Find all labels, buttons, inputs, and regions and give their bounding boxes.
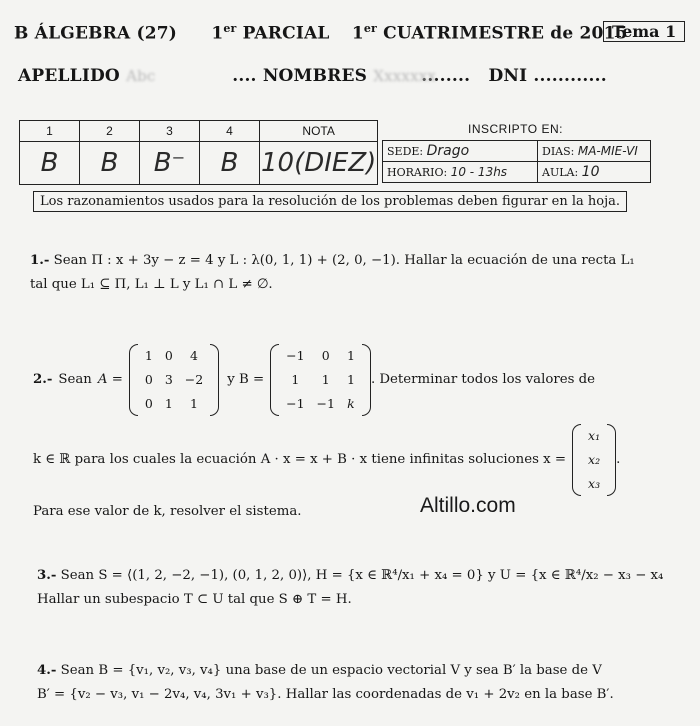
vector-x-cell: x₃ <box>588 476 601 491</box>
matrix-a-cell: 1 <box>164 396 173 411</box>
matrix-a <box>129 344 219 416</box>
horario-label: HORARIO: <box>387 166 448 179</box>
problem-2-text-1: . Determinar todos los valores de <box>370 372 596 387</box>
grade-value-4: B <box>200 142 260 185</box>
course-title: B ÁLGEBRA (27) <box>14 23 178 44</box>
exam-header <box>14 22 628 44</box>
student-line <box>18 66 607 86</box>
problem-1-line-1 <box>30 249 635 273</box>
problem-2-text-3: Para ese valor de k, resolver el sistema. <box>33 504 302 519</box>
matrix-b-cell: 1 <box>291 372 300 387</box>
nombres-field[interactable]: Xxxxxxx <box>373 67 437 85</box>
matrix-b-cell: −1 <box>286 348 305 363</box>
watermark: Altillo.com <box>420 494 516 517</box>
vector-x-cell: x₁ <box>588 428 601 443</box>
matrix-b-cell: 1 <box>321 372 330 387</box>
problem-4 <box>37 659 614 707</box>
grade-header-4: 4 <box>200 121 260 142</box>
grade-header-3: 3 <box>140 121 200 142</box>
grades-table <box>19 120 378 185</box>
horario-value: 10 - 13hs <box>450 165 508 179</box>
problem-4-line-1 <box>37 659 614 683</box>
vector-x-cell: x₂ <box>588 452 601 467</box>
matrix-b-cell: −1 <box>286 396 305 411</box>
problem-3-text-2: Hallar un subespacio T ⊂ U tal que S ⊕ T = H. <box>37 592 352 607</box>
problem-2-period: . <box>616 452 621 467</box>
problem-4-text-1: Sean B = {v₁, v₂, v₃, v₄} una base de un espacio vectorial V y sea B′ la base de V <box>60 663 602 678</box>
problem-3-text-1: Sean S = ⟨(1, 2, −2, −1), (0, 1, 2, 0)⟩, H = {x ∈ ℝ⁴/x₁ + x₄ = 0} y U = {x ∈ ℝ⁴/x₂ − x₃ − x₄ <box>60 568 664 583</box>
problem-2-sean: Sean <box>58 372 92 387</box>
inscripto-table <box>382 140 651 183</box>
exam-number: 1 <box>211 23 224 44</box>
inscripto-row-1 <box>383 141 651 162</box>
inscripto-title: INSCRIPTO EN: <box>468 122 563 136</box>
problem-3-number: 3.- <box>37 568 57 583</box>
inscripto-row-2 <box>383 162 651 183</box>
vector-x <box>572 424 616 496</box>
dias-label: DIAS: <box>542 145 575 158</box>
dni-label: DNI <box>488 66 528 86</box>
problem-1-number: 1.- <box>30 253 50 268</box>
matrix-a-cell: −2 <box>184 372 204 387</box>
matrix-b-cell: 1 <box>346 372 355 387</box>
problem-2-line-1 <box>33 344 620 416</box>
exam-number-suffix: er <box>223 22 237 35</box>
matrix-a-label: A = <box>97 372 123 387</box>
problem-3-line-1 <box>37 564 663 588</box>
aula-label: AULA: <box>542 166 579 179</box>
problem-1 <box>30 249 635 297</box>
tema-box: Tema 1 <box>603 21 685 42</box>
dias-value: MA-MIE-VI <box>577 144 638 158</box>
matrix-a-cell: 0 <box>144 396 153 411</box>
problem-2-line-2 <box>33 424 620 496</box>
dni-field[interactable]: ............ <box>533 66 607 86</box>
matrix-b-cell: 0 <box>321 348 330 363</box>
grade-header-1: 1 <box>20 121 80 142</box>
matrix-a-cell: 0 <box>164 348 173 363</box>
matrix-b-cell: 1 <box>346 348 355 363</box>
exam-type: PARCIAL <box>242 23 330 44</box>
nombres-label: NOMBRES <box>262 66 368 86</box>
term-number: 1 <box>351 23 364 44</box>
matrix-a-cell: 3 <box>164 372 173 387</box>
problem-2 <box>33 344 620 524</box>
problem-2-number: 2.- <box>33 372 53 387</box>
grade-header-2: 2 <box>80 121 140 142</box>
sede-label: SEDE: <box>387 145 424 158</box>
matrix-b-cell: k <box>347 396 355 411</box>
aula-value: 10 <box>581 164 600 180</box>
grade-value-nota: 10(DIEZ) <box>260 142 378 185</box>
instructions-notice: Los razonamientos usados para la resolución de los problemas deben figurar en la hoja. <box>33 191 627 212</box>
problem-2-text-2: k ∈ ℝ para los cuales la ecuación A · x = x + B · x tiene infinitas soluciones x = <box>33 452 567 467</box>
matrix-b-cell: −1 <box>316 396 335 411</box>
grade-header-nota: NOTA <box>260 121 378 142</box>
horario-cell <box>383 162 538 183</box>
term-label: CUATRIMESTRE de 2015 <box>383 23 628 44</box>
problem-4-text-2: B′ = {v₂ − v₃, v₁ − 2v₄, v₄, 3v₁ + v₃}. Hallar las coordenadas de v₁ + 2v₂ en la base B′. <box>37 687 614 702</box>
sede-value: Drago <box>426 143 470 159</box>
term-number-suffix: er <box>363 22 378 35</box>
matrix-a-cell: 1 <box>190 396 198 411</box>
grades-header-row <box>20 121 378 142</box>
grade-value-2: B <box>80 142 140 185</box>
sede-cell <box>383 141 538 162</box>
problem-1-text-1: Sean Π : x + 3y − z = 4 y L : λ(0, 1, 1) + (2, 0, −1). Hallar la ecuación de una recta L₁ <box>53 253 635 268</box>
apellido-field[interactable]: Abc <box>126 67 156 85</box>
matrix-a-cell: 0 <box>144 372 153 387</box>
apellido-label: APELLIDO <box>18 66 120 86</box>
grades-values-row <box>20 142 378 185</box>
grade-value-3: B⁻ <box>140 142 200 185</box>
grade-value-1: B <box>20 142 80 185</box>
nombres-trail: ........ <box>421 66 471 86</box>
problem-3 <box>37 564 663 612</box>
problem-4-number: 4.- <box>37 663 57 678</box>
matrix-b <box>270 344 371 416</box>
matrix-b-label: y B = <box>227 372 265 387</box>
nombres-dots: .... <box>232 66 257 86</box>
aula-cell <box>538 162 651 183</box>
matrix-a-cell: 1 <box>144 348 153 363</box>
dias-cell <box>538 141 651 162</box>
matrix-a-cell: 4 <box>190 348 198 363</box>
problem-1-text-2: tal que L₁ ⊆ Π, L₁ ⊥ L y L₁ ∩ L ≠ ∅. <box>30 277 273 292</box>
